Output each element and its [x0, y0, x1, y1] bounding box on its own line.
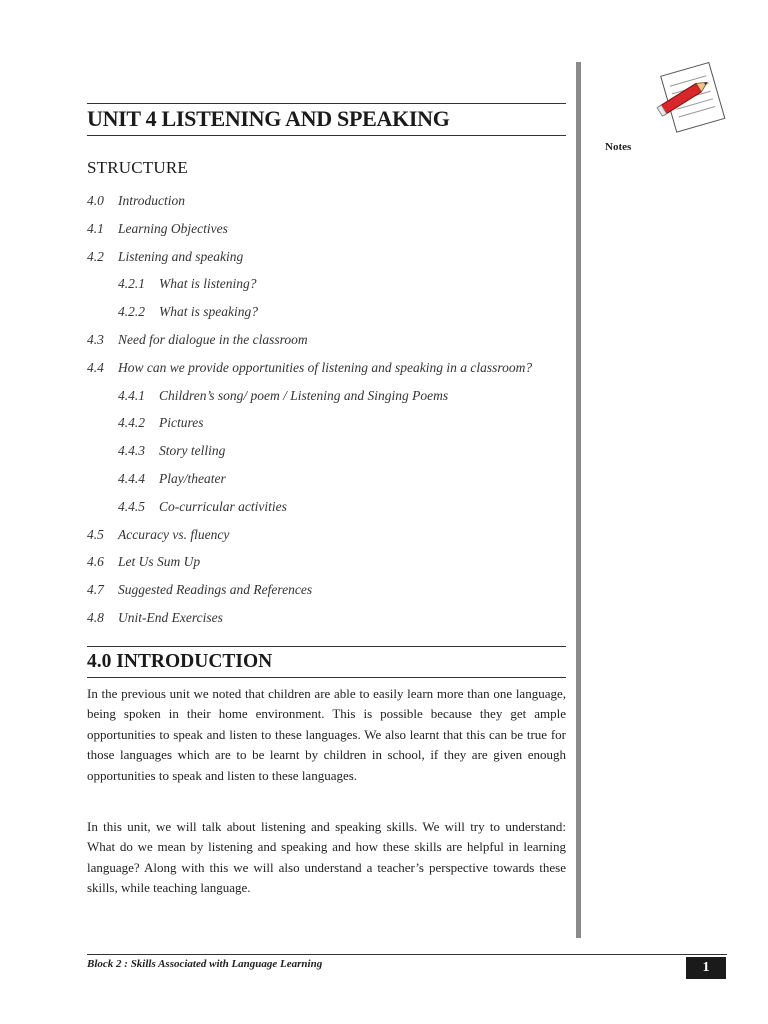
toc-item-number: 4.2.1: [118, 276, 145, 292]
unit-title: UNIT 4 LISTENING AND SPEAKING: [87, 106, 450, 131]
toc-item: [87, 217, 577, 245]
footer-block-title: Block 2 : Skills Associated with Language Learning: [87, 958, 323, 970]
toc-item-number: 4.2.2: [118, 304, 145, 320]
intro-paragraph-2: In this unit, we will talk about listening and speaking skills. We will try to understand: What do we mean by listening and speaking and how these skills are helpful in learning language? Along with this we will also understand a teacher’s perspective towards these skills, while teaching language.: [87, 819, 566, 896]
toc-item-title: Introduction: [118, 193, 185, 208]
intro-paragraph-1: In the previous unit we noted that children are able to easily learn more than one language, being spoken in their home environment. This is possible because they get ample opportunities to speak and listen to these languages. We also learnt that this can be true for those languages which are to be learnt by children in school, if they are given enough opportunities to speak and listen to these languages.: [87, 686, 566, 783]
page-number: 1: [686, 957, 726, 979]
toc-item: [87, 411, 577, 439]
toc-item-title: Learning Objectives: [118, 220, 228, 236]
toc-item-title: Let Us Sum Up: [118, 554, 201, 570]
toc-item-number: 4.4.3: [118, 443, 145, 459]
toc-item-title: Need for dialogue in the classroom: [118, 331, 308, 347]
toc-item-title: Play/theater: [159, 470, 226, 486]
toc-item-number: 4.8: [87, 609, 104, 625]
toc-item-number: 4.3: [87, 331, 104, 347]
structure-list: [87, 189, 577, 634]
toc-item-title: Co-curricular activities: [159, 498, 287, 514]
toc-item: [87, 300, 577, 328]
toc-item-title: Accuracy vs. fluency: [118, 526, 230, 542]
notes-label: Notes: [605, 141, 632, 153]
toc-item: [87, 550, 577, 578]
toc-item-number: 4.0: [87, 193, 104, 208]
toc-item-number: 4.4: [87, 359, 104, 375]
toc-item: [87, 495, 577, 523]
toc-item-title: Listening and speaking: [118, 248, 244, 264]
toc-item-title: Pictures: [159, 415, 204, 431]
toc-item: [87, 439, 577, 467]
intro-bottom-rule: [87, 677, 566, 678]
toc-item: [87, 523, 577, 551]
toc-item-title: Suggested Readings and References: [118, 582, 313, 598]
toc-item: [87, 245, 577, 273]
toc-item-title: Unit-End Exercises: [118, 609, 223, 625]
toc-item: [87, 606, 577, 634]
toc-item-number: 4.4.5: [118, 498, 145, 514]
footer-rule: [87, 954, 727, 955]
title-bottom-rule: [87, 135, 566, 136]
toc-item: [87, 328, 577, 356]
toc-item: [87, 578, 577, 606]
toc-item-title: Children’s song/ poem / Listening and Singing Poems: [159, 387, 449, 403]
toc-item-number: 4.4.4: [118, 470, 145, 486]
structure-heading: STRUCTURE: [87, 158, 188, 177]
toc-item-title: What is speaking?: [159, 304, 258, 320]
toc-item: [87, 272, 577, 300]
toc-item-number: 4.1: [87, 220, 104, 236]
toc-item-number: 4.4.2: [118, 415, 145, 431]
toc-item: [87, 467, 577, 495]
toc-item: [87, 356, 577, 384]
toc-item-number: 4.7: [87, 582, 104, 598]
intro-top-rule: [87, 646, 566, 647]
toc-item-number: 4.6: [87, 554, 104, 570]
toc-item-number: 4.4.1: [118, 387, 145, 403]
toc-item-title: Story telling: [159, 443, 226, 459]
toc-item: [87, 384, 577, 412]
notes-pencil-icon: [652, 62, 732, 134]
toc-item-title: How can we provide opportunities of listening and speaking in a classroom?: [118, 359, 533, 375]
toc-item-number: 4.2: [87, 248, 104, 264]
toc-item-title: What is listening?: [159, 276, 257, 292]
toc-item: [87, 189, 577, 217]
section-heading-introduction: 4.0 INTRODUCTION: [87, 651, 273, 672]
toc-item-number: 4.5: [87, 526, 104, 542]
